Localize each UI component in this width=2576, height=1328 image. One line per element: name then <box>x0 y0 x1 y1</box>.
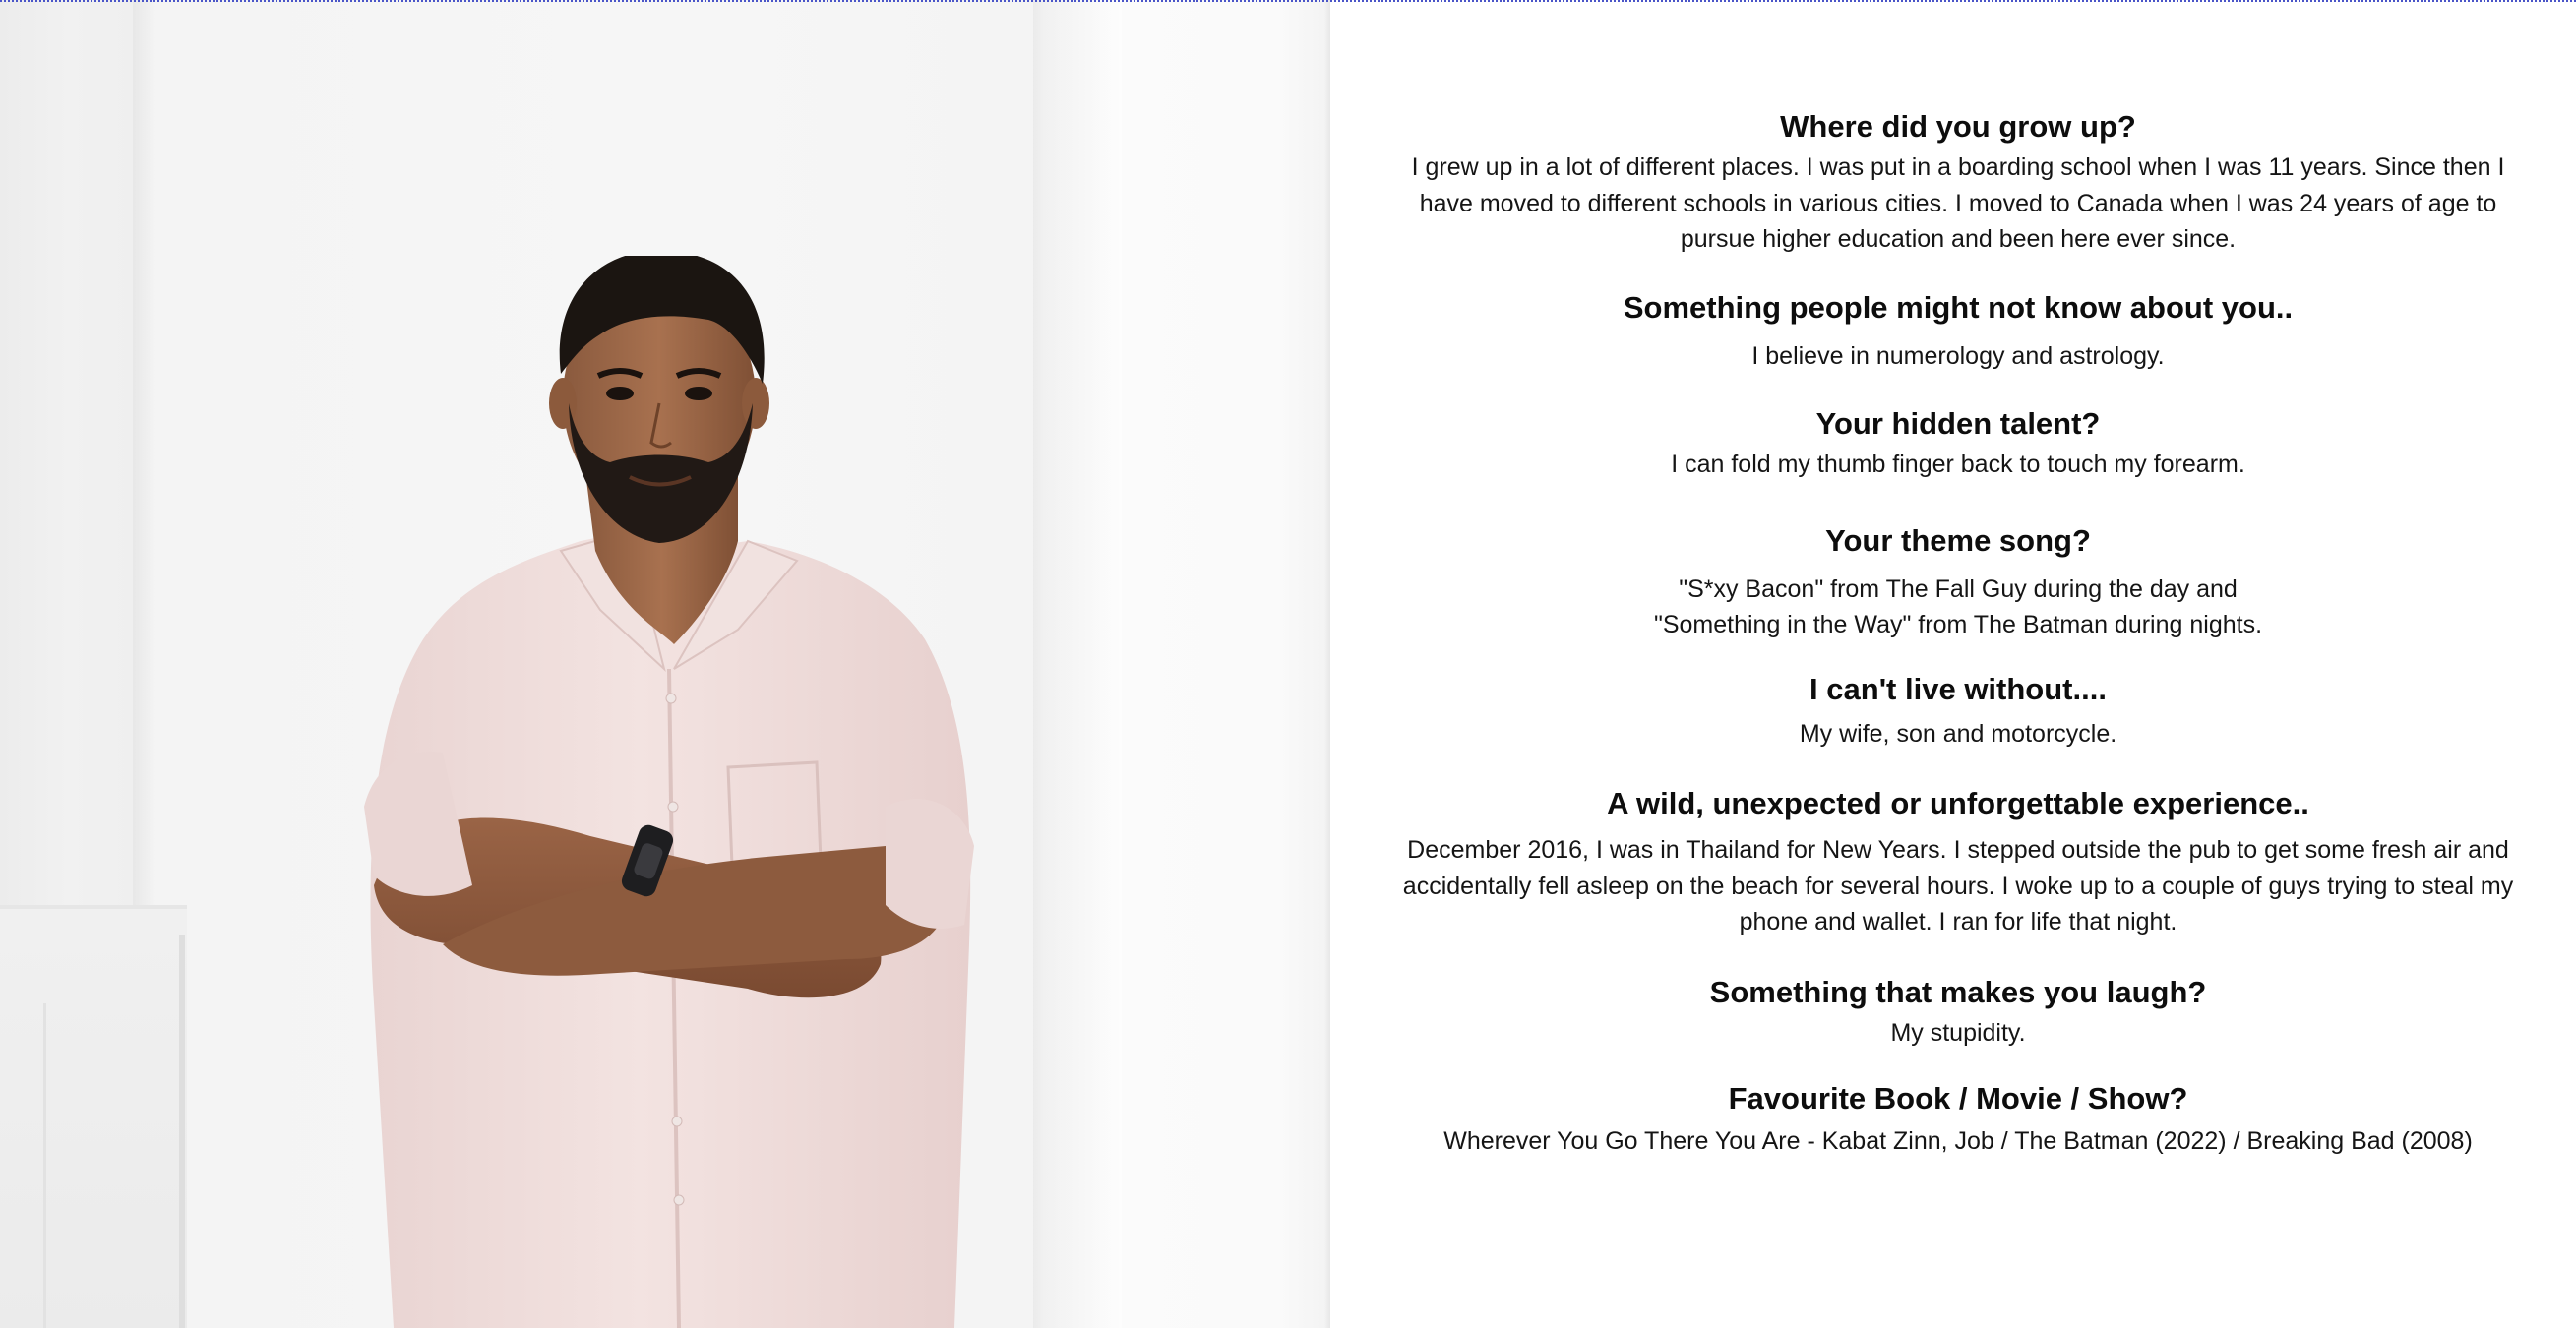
background-railing <box>0 905 187 1328</box>
answer-text: I believe in numerology and astrology. <box>1751 341 2165 370</box>
answer-text: I grew up in a lot of different places. I was put in a boarding school when I was 11 years. Since then I have moved to different schools in various cities. I moved to Canada when I was 24 years of age to pursue higher education and been here ever since. <box>1411 153 2505 253</box>
answer-text: Wherever You Go There You Are - Kabat Zinn, Job / The Batman (2022) / Breaking Bad (2008) <box>1443 1127 2473 1155</box>
qa-item-makes-you-laugh <box>1397 972 2519 1052</box>
qa-item-grow-up <box>1397 106 2519 258</box>
photo-edge-shadow <box>1324 0 1330 1328</box>
qa-item-wild-experience <box>1397 783 2519 940</box>
question-heading: Where did you grow up? <box>1780 109 2136 144</box>
question-heading: Your hidden talent? <box>1815 406 2101 441</box>
railing-line <box>43 1003 46 1328</box>
qa-item-unknown-fact <box>1397 287 2519 375</box>
railing-post <box>179 935 185 1328</box>
qa-item-favourites <box>1397 1078 2519 1160</box>
question-heading: A wild, unexpected or unforgettable experience.. <box>1607 786 2309 820</box>
qa-item-cant-live-without <box>1397 669 2519 753</box>
question-heading: I can't live without.... <box>1809 671 2107 706</box>
qa-item-hidden-talent <box>1397 403 2519 483</box>
answer-text: My stupidity. <box>1890 1018 2026 1047</box>
question-heading: Something people might not know about you.. <box>1623 289 2294 325</box>
qa-item-theme-song <box>1397 520 2519 643</box>
question-heading: Favourite Book / Movie / Show? <box>1728 1081 2188 1116</box>
door-frame <box>1033 0 1122 1328</box>
question-heading: Your theme song? <box>1825 522 2091 558</box>
question-heading: Something that makes you laugh? <box>1709 974 2207 1009</box>
qa-list <box>1397 106 2519 1160</box>
answer-text: "S*xy Bacon" from The Fall Guy during the day and "Something in the Way" from The Batman during nights. <box>1653 574 2263 638</box>
answer-text: December 2016, I was in Thailand for New Years. I stepped outside the pub to get some fresh air and accidentally fell asleep on the beach for several hours. I woke up to a couple of guys trying to steal my phone and wallet. I ran for life that night. <box>1402 836 2514 936</box>
answer-text: My wife, son and motorcycle. <box>1799 719 2117 748</box>
person-figure <box>335 256 1023 1328</box>
answer-text: I can fold my thumb finger back to touch my forearm. <box>1671 451 2245 478</box>
top-divider <box>0 0 2576 2</box>
